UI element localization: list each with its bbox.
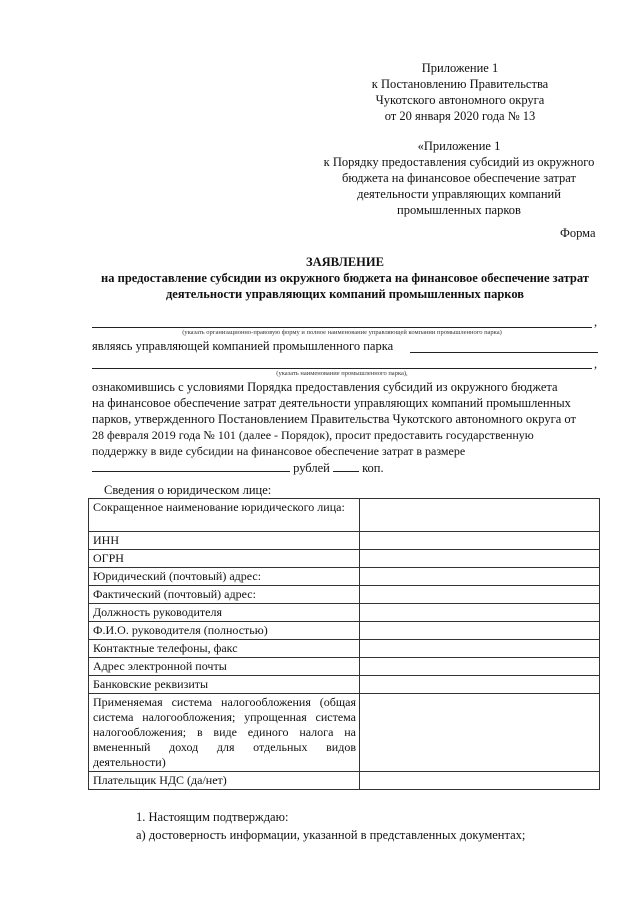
table-row	[89, 772, 600, 790]
title-subtitle: деятельности управляющих компаний промышленных парков	[165, 287, 525, 301]
paragraph-line: ознакомившись с условиями Порядка предоставления субсидий из окружного бюджета	[92, 380, 558, 394]
appendix-line: к Постановлению Правительства	[371, 77, 549, 91]
paragraph-line: 28 февраля 2019 года № 101 (далее - Порядок), просит предоставить государственную	[92, 428, 534, 442]
row-value-cell[interactable]	[360, 658, 600, 676]
procedure-appendix-header	[300, 138, 618, 218]
fill-line-park[interactable]	[92, 368, 592, 369]
row-value-cell[interactable]	[360, 604, 600, 622]
row-value-cell[interactable]	[360, 586, 600, 604]
table-row	[89, 550, 600, 568]
appendix-line: Чукотского автономного округа	[375, 93, 545, 107]
row-label: Применяемая система налогообложения (общая система налогообложения; упрощенная система налогообложения; в виде единого налога на вмененный доход для отдельных видов деятельности)	[89, 694, 360, 772]
row-label: Банковские реквизиты	[89, 676, 360, 694]
table-row	[89, 532, 600, 550]
row-value-cell[interactable]	[360, 550, 600, 568]
appendix-header	[330, 60, 590, 124]
table-row	[89, 658, 600, 676]
row-value-cell[interactable]	[360, 499, 600, 532]
table-row	[89, 640, 600, 658]
appendix-line: к Порядку предоставления субсидий из окружного	[323, 155, 595, 169]
hint-park: (указать наименование промышленного парка),	[276, 370, 408, 377]
amount-line	[92, 459, 604, 476]
row-value-cell[interactable]	[360, 568, 600, 586]
table-row	[89, 694, 600, 772]
paragraph-line: на финансовое обеспечение затрат деятельности управляющих компаний промышленных	[92, 396, 571, 410]
fill-line-park-name[interactable]	[410, 352, 598, 353]
row-value-cell[interactable]	[360, 622, 600, 640]
table-row	[89, 568, 600, 586]
title-subtitle: на предоставление субсидии из окружного бюджета на финансовое обеспечение затрат	[101, 271, 589, 285]
row-label: Плательщик НДС (да/нет)	[89, 772, 360, 790]
request-paragraph	[92, 379, 604, 476]
table-row	[89, 586, 600, 604]
appendix-line: Приложение 1	[421, 61, 499, 75]
row-value-cell[interactable]	[360, 676, 600, 694]
legal-entity-table	[88, 498, 600, 790]
row-label: Контактные телефоны, факс	[89, 640, 360, 658]
row-label: ИНН	[89, 532, 360, 550]
rubles-label: рублей	[293, 461, 330, 475]
row-label: Должность руководителя	[89, 604, 360, 622]
paragraph-line: парков, утвержденного Постановлением Правительства Чукотского автономного округа от	[92, 412, 576, 426]
table-row	[89, 676, 600, 694]
hint-organization: (указать организационно-правовую форму и полное наименование управляющей компании промышленного парка)	[182, 329, 502, 336]
row-label: Ф.И.О. руководителя (полностью)	[89, 622, 360, 640]
paragraph-line: поддержку в виде субсидии на финансовое обеспечение затрат в размере	[92, 444, 466, 458]
amount-kopecks-field[interactable]	[333, 459, 359, 472]
title-main: ЗАЯВЛЕНИЕ	[306, 255, 384, 269]
row-label: Адрес электронной почты	[89, 658, 360, 676]
document-title	[80, 254, 610, 302]
appendix-line: бюджета на финансовое обеспечение затрат	[342, 171, 576, 185]
confirmation-item: 1. Настоящим подтверждаю:	[136, 810, 289, 824]
row-value-cell[interactable]	[360, 694, 600, 772]
comma: ,	[594, 357, 598, 371]
confirmation-item: а) достоверность информации, указанной в представленных документах;	[136, 828, 526, 842]
table-row	[89, 499, 600, 532]
appendix-line: от 20 января 2020 года № 13	[384, 109, 536, 123]
appendix-line: деятельности управляющих компаний	[357, 187, 561, 201]
table-row	[89, 604, 600, 622]
form-label: Форма	[560, 226, 596, 240]
row-label: Фактический (почтовый) адрес:	[89, 586, 360, 604]
table-row	[89, 622, 600, 640]
confirmation-section	[136, 809, 606, 843]
appendix-line: промышленных парков	[397, 203, 521, 217]
comma: ,	[594, 315, 598, 329]
row-label: Юридический (почтовый) адрес:	[89, 568, 360, 586]
table-caption: Сведения о юридическом лице:	[104, 483, 272, 497]
appendix-line: «Приложение 1	[417, 139, 501, 153]
amount-rubles-field[interactable]	[92, 459, 290, 472]
park-statement-text: являясь управляющей компанией промышленного парка	[92, 339, 394, 353]
row-label: ОГРН	[89, 550, 360, 568]
row-value-cell[interactable]	[360, 772, 600, 790]
row-value-cell[interactable]	[360, 532, 600, 550]
fill-line-organization[interactable]	[92, 327, 592, 328]
row-value-cell[interactable]	[360, 640, 600, 658]
row-label: Сокращенное наименование юридического лица:	[89, 499, 360, 532]
kopecks-label: коп.	[362, 461, 384, 475]
